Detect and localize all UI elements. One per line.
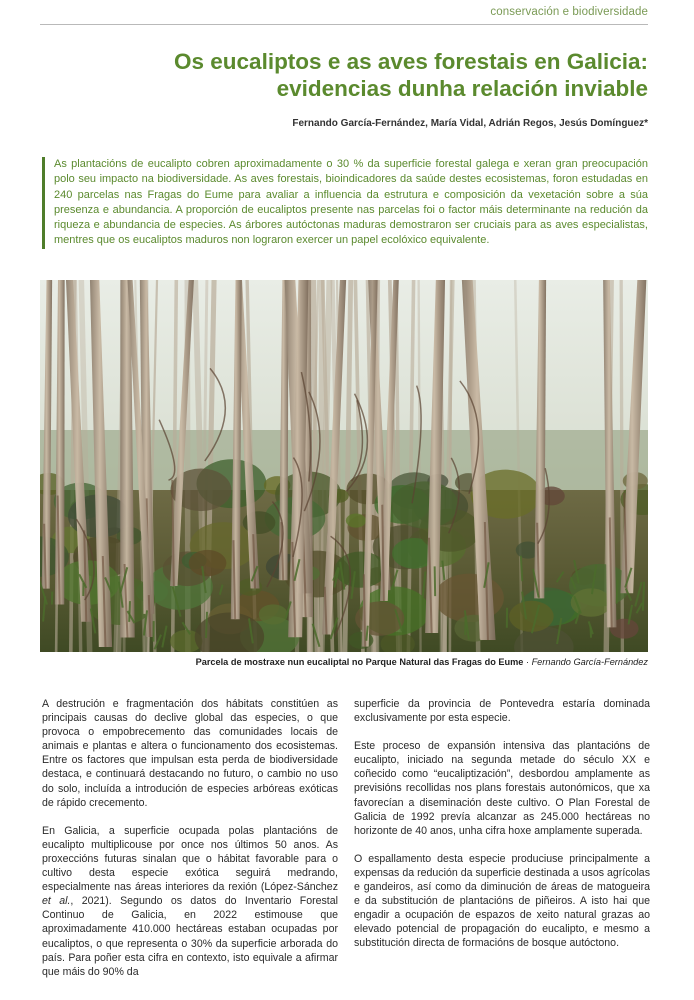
photo-caption xyxy=(196,657,648,667)
article-authors: Fernando García-Fernández, María Vidal, Adrián Regos, Jesús Domínguez* xyxy=(292,118,648,129)
fern-frond xyxy=(206,612,207,638)
paragraph: A destrución e fragmentación dos hábitats constitúen as principais causas do declive global das especies, o que provoca o empobrecemento das comunidades locais de animais e plantas e altera o funcionamento dos ecosistemas. Entre os factores que impulsan esta perda de biodiversidade destaca, e continuará destacando no futuro, o cambio no uso do solo, incluída a introdución de especies arbóreas exóticas de rápido crecemento. xyxy=(42,698,338,809)
paragraph-part: , 2021). Segundo os datos do Inventario Forestal Continuo de Galicia, en 2022 estimouse que aproximadamente 410.000 hectáreas estaban ocupadas por eucaliptos, o que representa o 30% da superficie arborada do país. Para poñer esta cifra en contexto, isto equivale a afirmar que máis do 90% da xyxy=(42,895,338,978)
fern-frond xyxy=(521,556,522,581)
title-line-2: evidencias dunha relación inviable xyxy=(276,76,648,101)
fern-frond xyxy=(643,582,644,611)
paragraph xyxy=(42,824,338,979)
shrub xyxy=(346,514,366,528)
fern-frond xyxy=(617,580,618,604)
shrub xyxy=(391,481,458,528)
caption-text: Parcela de mostraxe nun eucaliptal no Parque Natural das Fragas do Eume xyxy=(195,657,524,667)
caption-separator: · xyxy=(523,657,532,667)
paragraph-part: En Galicia, a superficie ocupada polas plantacións de eucalipto multiplicouse por once nos últimos 50 anos. As proxeccións futuras sinalan que o hábitat favorable para o cultivo desta especie exótica seguirá medrando, especialmente nas áreas interiores da rexión (López-Sánchez xyxy=(42,824,338,894)
header-divider xyxy=(40,24,648,25)
shrub xyxy=(349,632,374,649)
section-label: conservación e biodiversidade xyxy=(490,6,648,18)
citation-etal: et al. xyxy=(42,895,71,908)
shrub xyxy=(259,604,288,624)
title-line-1: Os eucaliptos e as aves forestais en Galicia: xyxy=(174,49,648,74)
forest-illustration xyxy=(40,280,648,652)
paragraph: O espallamento desta especie produciuse principalmente a expensas da redución da superficie destinada a usos agrícolas e gandeiros, así como da diminución de áreas de matogueira e da substitución de plantacións de piñeiros. A isto hai que engadir a ocupación de espazos de xeito natural grazas ao elevado potencial de propagación do eucalipto, e mesmo a substitución directa de formacións de bosque autóctono. xyxy=(354,852,650,950)
photo-credit: Fernando García-Fernández xyxy=(531,657,648,667)
body-column-left xyxy=(42,697,338,993)
fern-frond xyxy=(129,601,130,622)
photo-eucalyptus-plot xyxy=(40,280,648,652)
shrub xyxy=(509,601,554,632)
paragraph: Este proceso de expansión intensiva das plantacións de eucalipto, iniciado na segunda metade do século XX e coñecido como “eucaliptización”, desbordou amplamente as previsións recollidas nos plans forestais autonómicos, que xa favorecían a diseminación deste cultivo. O Plan Forestal de Galicia de 1992 prevía alcanzar as 245.000 hectáreas no horizonte de 40 anos, unha cifra hoxe amplamente superada. xyxy=(354,740,650,837)
fern-frond xyxy=(435,566,436,596)
shrub xyxy=(189,550,227,576)
body-column-right xyxy=(354,697,650,965)
article-title xyxy=(40,48,648,102)
bark-strip xyxy=(364,574,365,646)
paragraph: superficie da provincia de Pontevedra estaría dominada exclusivamente por esta especie. xyxy=(354,698,650,725)
article-abstract: As plantacións de eucalipto cobren aproximadamente o 30 % da superficie forestal galega e xeran gran preocupación polo seu impacto na biodiversidade. As aves forestais, bioindicadores da saúde destes ecosistemas, foron estudadas en 240 parcelas nas Fragas do Eume para avaliar a influencia da estrutura e composición da vexetación sobre a súa presenza e abundancia. A proporción de eucaliptos presente nas parcelas foi o factor máis determinante na redución da riqueza e abundancia de especies. As árbores autóctonas maduras demostraron ser cruciais para as aves especialistas, mentres que os eucaliptos maduros non lograron exercer un papel ecolóxico equivalente. xyxy=(42,157,648,249)
